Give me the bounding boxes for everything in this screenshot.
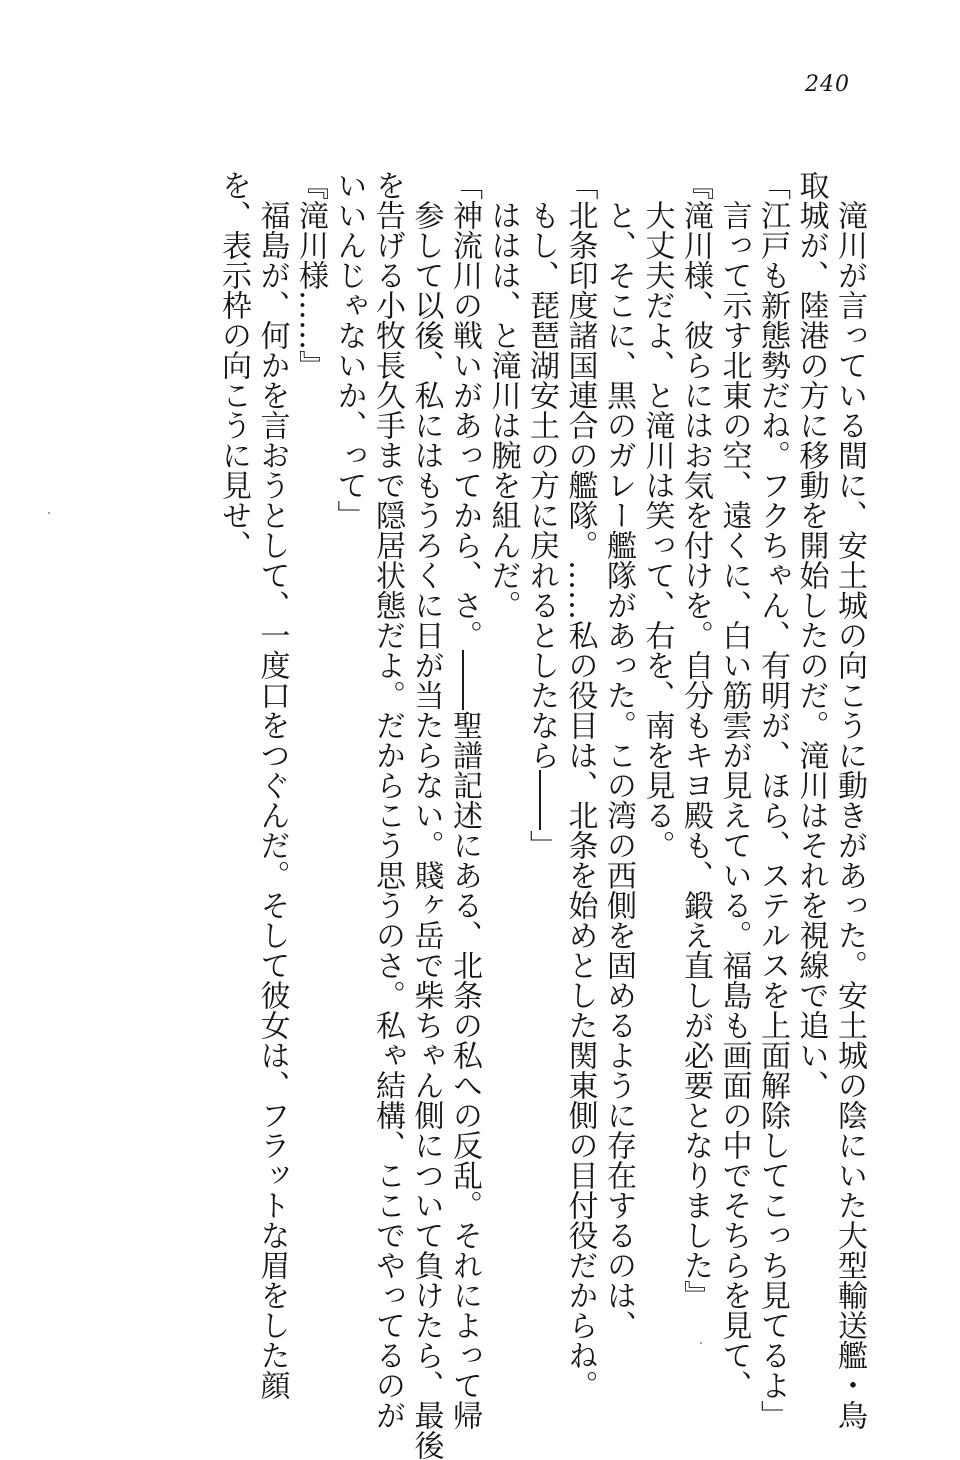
text-line: 取城が、陸港の方に移動を開始したのだ。滝川はそれを視線で追い、: [793, 170, 829, 1100]
text-line: 「神流川の戦いがあってから、さ。――聖譜記述にある、北条の私への反乱。それによって帰: [447, 170, 482, 1430]
scan-speck: [700, 1342, 702, 1344]
text-line: 「江戸も新態勢だね。フクちゃん、有明が、ほら、ステルスを上面解除してこっち見てるよ」: [755, 170, 790, 1430]
text-line: を告げる小牧長久手まで隠居状態だよ。だからこう思うのさ。私ゃ結構、ここでやってるのが: [370, 170, 405, 1430]
text-line: 福島が、何かを言おうとして、一度口をつぐんだ。そして彼女は、フラットな眉をした顔: [254, 200, 290, 1400]
text-line: と、そこに、黒のガレー艦隊があった。この湾の西側を固めるように存在するのは、: [601, 200, 636, 1340]
text-line: 『滝川様、彼らにはお気を付けを。自分もキヨ殿も、鍛え直しが必要となりました』: [678, 170, 713, 1310]
text-line: もし、琵琶湖安土の方に戻れるとしたなら――」: [524, 200, 559, 860]
text-line: 「北条印度諸国連合の艦隊。……私の役目は、北条を始めとした関東側の目付役だからね。: [562, 170, 598, 1400]
page-number: 240: [805, 72, 850, 97]
novel-text-body: [88, 170, 868, 1460]
text-line: 大丈夫だよ、と滝川は笑って、右を、南を見る。: [639, 200, 675, 860]
text-line: 『滝川様……』: [293, 170, 328, 380]
text-line: を、表示枠の向こうに見せ、: [216, 170, 251, 560]
text-line: 言って示す北東の空、遠くに、白い筋雲が見えている。福島も画面の中でそちらを見て、: [716, 200, 752, 1400]
text-line: 滝川が言っている間に、安土城の向こうに動きがあった。安土城の陰にいた大型輸送艦・鳥: [832, 200, 867, 1430]
scan-speck: [48, 512, 50, 514]
text-line: ははは、と滝川は腕を組んだ。: [485, 200, 521, 620]
text-line: いいんじゃないか、って」: [331, 170, 367, 530]
text-line: 参して以後、私にはもうろくに日が当たらない。賤ヶ岳で柴ちゃん側について負けたら、最後: [408, 200, 444, 1460]
